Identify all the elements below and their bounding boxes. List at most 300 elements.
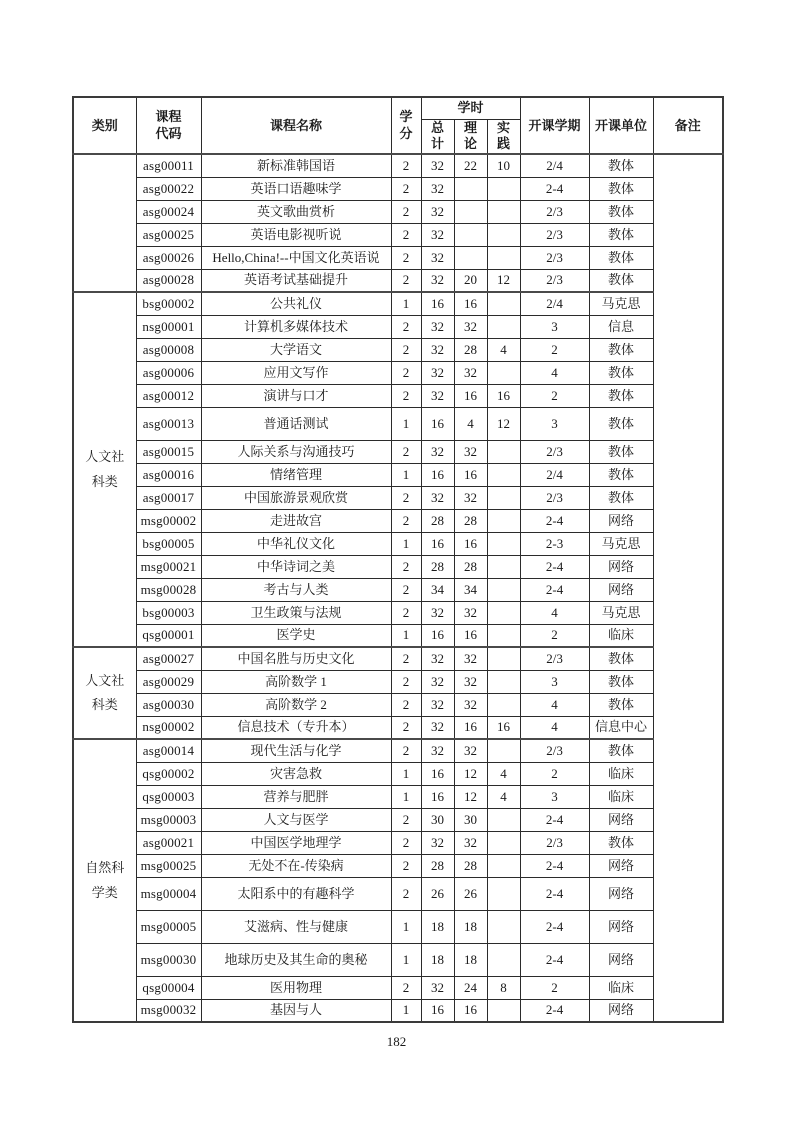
header-theory-hours (454, 119, 487, 154)
course-code-cell: msg00032 (136, 999, 201, 1022)
header-row-1 (73, 97, 723, 119)
theory-hours-cell: 18 (454, 910, 487, 943)
credit-cell: 1 (391, 292, 421, 315)
course-table-body (73, 154, 723, 1022)
course-code-cell: asg00024 (136, 200, 201, 223)
practice-hours-cell: 10 (487, 154, 520, 177)
credit-cell: 2 (391, 315, 421, 338)
theory-hours-cell (454, 246, 487, 269)
table-row (73, 647, 723, 670)
course-name-cell: 公共礼仪 (201, 292, 391, 315)
credit-cell: 1 (391, 532, 421, 555)
unit-cell: 网络 (589, 555, 653, 578)
table-row (73, 601, 723, 624)
table-row (73, 154, 723, 177)
total-hours-cell: 32 (421, 601, 454, 624)
theory-hours-cell: 32 (454, 647, 487, 670)
category-cell (73, 154, 136, 292)
theory-hours-cell: 32 (454, 693, 487, 716)
unit-cell: 教体 (589, 739, 653, 762)
course-name-cell: 地球历史及其生命的奥秘 (201, 943, 391, 976)
practice-hours-cell (487, 601, 520, 624)
total-hours-cell: 32 (421, 440, 454, 463)
course-code-cell: msg00025 (136, 854, 201, 877)
course-name-cell: 新标准韩国语 (201, 154, 391, 177)
semester-cell: 2/4 (520, 463, 589, 486)
credit-cell: 2 (391, 200, 421, 223)
practice-hours-cell (487, 555, 520, 578)
practice-hours-cell (487, 943, 520, 976)
credit-cell: 2 (391, 976, 421, 999)
theory-hours-cell: 32 (454, 739, 487, 762)
theory-hours-cell: 28 (454, 555, 487, 578)
table-row (73, 440, 723, 463)
credit-cell: 2 (391, 578, 421, 601)
total-hours-cell: 32 (421, 223, 454, 246)
course-code-cell: msg00004 (136, 877, 201, 910)
course-name-cell: 人际关系与沟通技巧 (201, 440, 391, 463)
total-hours-cell: 32 (421, 716, 454, 739)
practice-hours-cell: 8 (487, 976, 520, 999)
semester-cell: 2-4 (520, 555, 589, 578)
unit-cell: 教体 (589, 361, 653, 384)
table-row (73, 910, 723, 943)
course-name-cell: 计算机多媒体技术 (201, 315, 391, 338)
course-name-cell: 英语考试基础提升 (201, 269, 391, 292)
course-name-cell: 演讲与口才 (201, 384, 391, 407)
header-hours-group: 学时 (421, 97, 520, 119)
semester-cell: 2/3 (520, 831, 589, 854)
theory-hours-cell: 16 (454, 532, 487, 555)
header-course-code-line2: 代码 (155, 125, 182, 141)
header-course-code-line1: 课程 (155, 108, 182, 124)
credit-cell: 2 (391, 693, 421, 716)
practice-hours-cell (487, 624, 520, 647)
table-row (73, 670, 723, 693)
course-code-cell: asg00016 (136, 463, 201, 486)
table-row (73, 943, 723, 976)
unit-cell: 信息中心 (589, 716, 653, 739)
table-row (73, 509, 723, 532)
total-hours-cell: 32 (421, 269, 454, 292)
semester-cell: 2 (520, 624, 589, 647)
total-hours-cell: 28 (421, 509, 454, 532)
credit-cell: 2 (391, 486, 421, 509)
table-row (73, 292, 723, 315)
unit-cell: 网络 (589, 877, 653, 910)
semester-cell: 3 (520, 315, 589, 338)
practice-hours-cell (487, 246, 520, 269)
practice-hours-cell (487, 693, 520, 716)
credit-cell: 2 (391, 808, 421, 831)
semester-cell: 2/3 (520, 440, 589, 463)
credit-cell: 2 (391, 246, 421, 269)
semester-cell: 2-4 (520, 854, 589, 877)
semester-cell: 2-4 (520, 999, 589, 1022)
course-code-cell: asg00025 (136, 223, 201, 246)
semester-cell: 2-3 (520, 532, 589, 555)
credit-cell: 1 (391, 943, 421, 976)
total-hours-cell: 32 (421, 486, 454, 509)
course-name-cell: 基因与人 (201, 999, 391, 1022)
course-name-cell: Hello,China!--中国文化英语说 (201, 246, 391, 269)
practice-hours-cell (487, 808, 520, 831)
header-credits-line1: 学 (399, 108, 413, 124)
course-code-cell: asg00026 (136, 246, 201, 269)
semester-cell: 4 (520, 693, 589, 716)
practice-hours-cell: 4 (487, 762, 520, 785)
course-name-cell: 中华礼仪文化 (201, 532, 391, 555)
total-hours-cell: 32 (421, 361, 454, 384)
total-hours-cell: 32 (421, 647, 454, 670)
table-row (73, 486, 723, 509)
practice-hours-cell (487, 200, 520, 223)
practice-hours-cell (487, 578, 520, 601)
table-row (73, 693, 723, 716)
practice-hours-cell (487, 177, 520, 200)
semester-cell: 2-4 (520, 910, 589, 943)
unit-cell: 网络 (589, 854, 653, 877)
theory-hours-cell (454, 177, 487, 200)
table-row (73, 246, 723, 269)
theory-hours-cell: 32 (454, 315, 487, 338)
theory-hours-cell: 24 (454, 976, 487, 999)
header-semester: 开课学期 (520, 97, 589, 154)
course-code-cell: nsg00001 (136, 315, 201, 338)
theory-hours-cell (454, 200, 487, 223)
course-code-cell: asg00006 (136, 361, 201, 384)
total-hours-cell: 26 (421, 877, 454, 910)
course-code-cell: asg00027 (136, 647, 201, 670)
total-hours-cell: 16 (421, 463, 454, 486)
credit-cell: 2 (391, 555, 421, 578)
theory-hours-cell: 32 (454, 670, 487, 693)
course-name-cell: 英文歌曲赏析 (201, 200, 391, 223)
unit-cell: 马克思 (589, 292, 653, 315)
practice-hours-cell: 12 (487, 407, 520, 440)
unit-cell: 教体 (589, 200, 653, 223)
practice-hours-cell: 12 (487, 269, 520, 292)
credit-cell: 2 (391, 177, 421, 200)
semester-cell: 3 (520, 670, 589, 693)
unit-cell: 教体 (589, 269, 653, 292)
semester-cell: 2/4 (520, 154, 589, 177)
unit-cell: 网络 (589, 999, 653, 1022)
unit-cell: 教体 (589, 831, 653, 854)
course-name-cell: 普通话测试 (201, 407, 391, 440)
total-hours-cell: 16 (421, 785, 454, 808)
unit-cell: 教体 (589, 486, 653, 509)
theory-hours-cell: 16 (454, 384, 487, 407)
course-code-cell: asg00022 (136, 177, 201, 200)
course-code-cell: qsg00003 (136, 785, 201, 808)
header-practice-hours (487, 119, 520, 154)
unit-cell: 网络 (589, 910, 653, 943)
credit-cell: 1 (391, 910, 421, 943)
semester-cell: 2/3 (520, 223, 589, 246)
course-name-cell: 太阳系中的有趣科学 (201, 877, 391, 910)
total-hours-cell: 16 (421, 624, 454, 647)
unit-cell: 教体 (589, 407, 653, 440)
credit-cell: 2 (391, 440, 421, 463)
category-label: 人文社科类 (85, 672, 125, 713)
table-row (73, 463, 723, 486)
practice-hours-cell: 16 (487, 716, 520, 739)
practice-hours-cell: 4 (487, 338, 520, 361)
theory-hours-cell: 16 (454, 463, 487, 486)
course-name-cell: 无处不在-传染病 (201, 854, 391, 877)
header-total-hours-line1: 总 (430, 119, 444, 135)
unit-cell: 马克思 (589, 601, 653, 624)
header-credits (391, 97, 421, 154)
course-code-cell: msg00002 (136, 509, 201, 532)
semester-cell: 2/3 (520, 269, 589, 292)
table-header (73, 97, 723, 154)
course-name-cell: 情绪管理 (201, 463, 391, 486)
total-hours-cell: 16 (421, 999, 454, 1022)
semester-cell: 2-4 (520, 578, 589, 601)
unit-cell: 教体 (589, 384, 653, 407)
total-hours-cell: 32 (421, 976, 454, 999)
semester-cell: 2/4 (520, 292, 589, 315)
semester-cell: 4 (520, 361, 589, 384)
course-code-cell: asg00011 (136, 154, 201, 177)
table-row (73, 555, 723, 578)
theory-hours-cell: 32 (454, 601, 487, 624)
semester-cell: 3 (520, 407, 589, 440)
credit-cell: 2 (391, 831, 421, 854)
header-course-name: 课程名称 (201, 97, 391, 154)
credit-cell: 2 (391, 670, 421, 693)
course-code-cell: nsg00002 (136, 716, 201, 739)
unit-cell: 网络 (589, 943, 653, 976)
table-row (73, 716, 723, 739)
practice-hours-cell (487, 463, 520, 486)
course-name-cell: 现代生活与化学 (201, 739, 391, 762)
header-remarks: 备注 (653, 97, 723, 154)
total-hours-cell: 32 (421, 693, 454, 716)
table-row (73, 407, 723, 440)
course-code-cell: bsg00003 (136, 601, 201, 624)
semester-cell: 2 (520, 762, 589, 785)
course-code-cell: msg00021 (136, 555, 201, 578)
category-cell (73, 739, 136, 1022)
theory-hours-cell: 32 (454, 486, 487, 509)
header-theory-hours-line2: 论 (463, 136, 477, 152)
semester-cell: 2/3 (520, 200, 589, 223)
credit-cell: 2 (391, 223, 421, 246)
course-code-cell: asg00029 (136, 670, 201, 693)
header-course-code (136, 97, 201, 154)
category-cell (73, 292, 136, 647)
semester-cell: 4 (520, 716, 589, 739)
semester-cell: 2/3 (520, 647, 589, 670)
practice-hours-cell (487, 532, 520, 555)
table-row (73, 384, 723, 407)
course-code-cell: qsg00004 (136, 976, 201, 999)
practice-hours-cell (487, 910, 520, 943)
total-hours-cell: 32 (421, 384, 454, 407)
course-code-cell: msg00005 (136, 910, 201, 943)
total-hours-cell: 32 (421, 177, 454, 200)
header-credits-line2: 分 (399, 125, 413, 141)
course-code-cell: asg00030 (136, 693, 201, 716)
course-name-cell: 应用文写作 (201, 361, 391, 384)
table-row (73, 808, 723, 831)
course-name-cell: 医用物理 (201, 976, 391, 999)
header-total-hours-line2: 计 (430, 136, 444, 152)
remarks-cell (653, 154, 723, 1022)
header-practice-hours-line2: 践 (497, 136, 511, 152)
credit-cell: 1 (391, 785, 421, 808)
course-name-cell: 英语口语趣味学 (201, 177, 391, 200)
theory-hours-cell: 22 (454, 154, 487, 177)
course-code-cell: asg00021 (136, 831, 201, 854)
practice-hours-cell (487, 361, 520, 384)
page-number: 182 (386, 1034, 407, 1049)
course-code-cell: qsg00001 (136, 624, 201, 647)
category-label: 自然科学类 (85, 860, 125, 900)
theory-hours-cell (454, 223, 487, 246)
table-row (73, 361, 723, 384)
table-row (73, 762, 723, 785)
credit-cell: 2 (391, 509, 421, 532)
total-hours-cell: 32 (421, 670, 454, 693)
table-row (73, 338, 723, 361)
course-name-cell: 卫生政策与法规 (201, 601, 391, 624)
semester-cell: 4 (520, 601, 589, 624)
credit-cell: 1 (391, 624, 421, 647)
unit-cell: 临床 (589, 785, 653, 808)
credit-cell: 2 (391, 739, 421, 762)
credit-cell: 2 (391, 154, 421, 177)
header-theory-hours-line1: 理 (463, 119, 477, 135)
unit-cell: 马克思 (589, 532, 653, 555)
course-name-cell: 中国旅游景观欣赏 (201, 486, 391, 509)
header-category: 类别 (73, 97, 136, 154)
course-name-cell: 大学语文 (201, 338, 391, 361)
theory-hours-cell: 20 (454, 269, 487, 292)
course-code-cell: msg00003 (136, 808, 201, 831)
credit-cell: 2 (391, 361, 421, 384)
theory-hours-cell: 32 (454, 831, 487, 854)
practice-hours-cell (487, 647, 520, 670)
theory-hours-cell: 28 (454, 854, 487, 877)
total-hours-cell: 28 (421, 555, 454, 578)
course-name-cell: 人文与医学 (201, 808, 391, 831)
semester-cell: 2 (520, 976, 589, 999)
course-name-cell: 高阶数学 1 (201, 670, 391, 693)
practice-hours-cell (487, 670, 520, 693)
course-name-cell: 走进故宫 (201, 509, 391, 532)
course-code-cell: asg00013 (136, 407, 201, 440)
theory-hours-cell: 12 (454, 762, 487, 785)
total-hours-cell: 32 (421, 315, 454, 338)
course-code-cell: asg00008 (136, 338, 201, 361)
course-name-cell: 营养与肥胖 (201, 785, 391, 808)
theory-hours-cell: 12 (454, 785, 487, 808)
credit-cell: 1 (391, 407, 421, 440)
category-label: 人文社科类 (85, 449, 125, 489)
credit-cell: 2 (391, 854, 421, 877)
practice-hours-cell (487, 440, 520, 463)
course-code-cell: asg00028 (136, 269, 201, 292)
theory-hours-cell: 28 (454, 509, 487, 532)
table-row (73, 877, 723, 910)
unit-cell: 信息 (589, 315, 653, 338)
unit-cell: 教体 (589, 647, 653, 670)
semester-cell: 2-4 (520, 177, 589, 200)
total-hours-cell: 34 (421, 578, 454, 601)
theory-hours-cell: 28 (454, 338, 487, 361)
total-hours-cell: 30 (421, 808, 454, 831)
practice-hours-cell: 4 (487, 785, 520, 808)
practice-hours-cell (487, 315, 520, 338)
course-code-cell: msg00028 (136, 578, 201, 601)
semester-cell: 2-4 (520, 808, 589, 831)
unit-cell: 教体 (589, 223, 653, 246)
semester-cell: 2-4 (520, 509, 589, 532)
course-table (72, 96, 724, 1023)
credit-cell: 2 (391, 877, 421, 910)
course-code-cell: bsg00002 (136, 292, 201, 315)
course-code-cell: asg00014 (136, 739, 201, 762)
practice-hours-cell (487, 292, 520, 315)
semester-cell: 3 (520, 785, 589, 808)
total-hours-cell: 32 (421, 831, 454, 854)
theory-hours-cell: 16 (454, 624, 487, 647)
credit-cell: 2 (391, 338, 421, 361)
course-code-cell: asg00012 (136, 384, 201, 407)
semester-cell: 2-4 (520, 877, 589, 910)
unit-cell: 教体 (589, 246, 653, 269)
table-row (73, 315, 723, 338)
course-code-cell: qsg00002 (136, 762, 201, 785)
unit-cell: 临床 (589, 976, 653, 999)
unit-cell: 教体 (589, 670, 653, 693)
total-hours-cell: 18 (421, 943, 454, 976)
practice-hours-cell (487, 739, 520, 762)
course-name-cell: 考古与人类 (201, 578, 391, 601)
total-hours-cell: 32 (421, 200, 454, 223)
course-code-cell: asg00015 (136, 440, 201, 463)
credit-cell: 1 (391, 999, 421, 1022)
course-name-cell: 中国医学地理学 (201, 831, 391, 854)
credit-cell: 1 (391, 762, 421, 785)
unit-cell: 教体 (589, 338, 653, 361)
semester-cell: 2/3 (520, 486, 589, 509)
unit-cell: 网络 (589, 509, 653, 532)
theory-hours-cell: 16 (454, 292, 487, 315)
theory-hours-cell: 18 (454, 943, 487, 976)
course-name-cell: 艾滋病、性与健康 (201, 910, 391, 943)
total-hours-cell: 16 (421, 762, 454, 785)
course-name-cell: 灾害急救 (201, 762, 391, 785)
practice-hours-cell (487, 223, 520, 246)
practice-hours-cell: 16 (487, 384, 520, 407)
unit-cell: 网络 (589, 578, 653, 601)
unit-cell: 教体 (589, 154, 653, 177)
course-name-cell: 高阶数学 2 (201, 693, 391, 716)
table-row (73, 177, 723, 200)
unit-cell: 教体 (589, 463, 653, 486)
table-row (73, 831, 723, 854)
course-name-cell: 医学史 (201, 624, 391, 647)
table-row (73, 999, 723, 1022)
table-row (73, 578, 723, 601)
table-row (73, 532, 723, 555)
credit-cell: 2 (391, 647, 421, 670)
